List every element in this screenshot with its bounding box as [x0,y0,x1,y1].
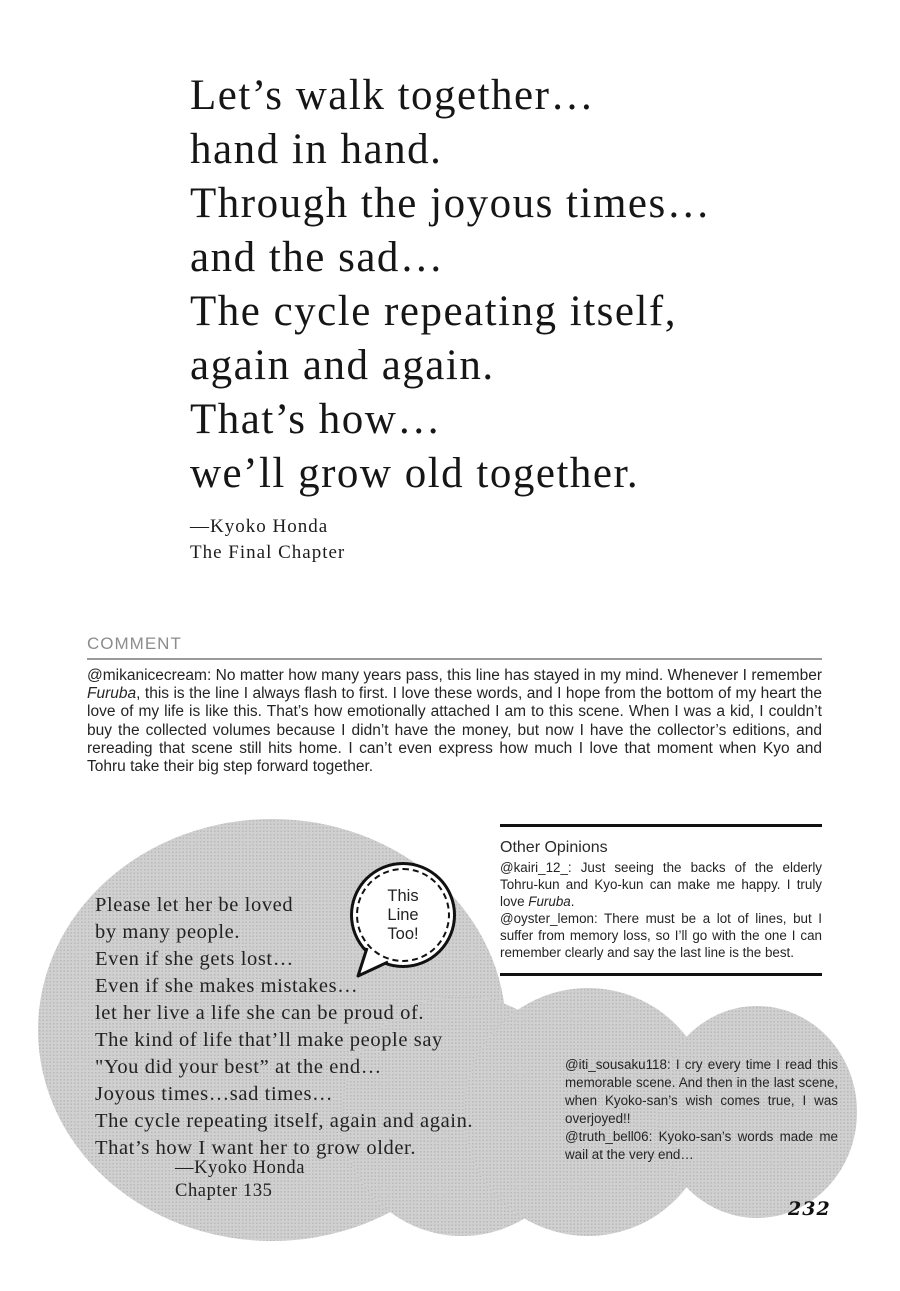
comment-body: @mikanicecream: No matter how many years pass, this line has stayed in my mind. Whenever I remember Furuba, this is the line I always flash to first. I love these words, and I hope from the bottom of my heart the love of my life is like this. That’s how emotionally attached I am to this scene. When I was a kid, I couldn’t buy the collected volumes because I didn’t have the money, but now I have the collector’s editions, and rereading that scene still hits home. I can’t even express how much I love that moment when Kyo and Tohru take their big step forward together. [87,667,822,776]
other-opinions-title: Other Opinions [500,839,608,856]
page-number: 232 [788,1198,831,1220]
comment-header-rule [87,658,822,660]
bottom-comment: @iti_sousaku118: I cry every time I read this memorable scene. And then in the last scene, when Kyoko-san’s wish comes true, I was overjoyed!! [565,1057,838,1126]
cloud-quote-author: —Kyoko Honda [175,1158,306,1178]
cloud-quote: Please let her be loved by many people. Even if she gets lost… Even if she makes mistakes… let her live a life she can be proud of. The kind of life that’ll make people say "You did your best” at the end… Joyous times…sad times… The cycle repeating itself, again and again. That’s how I want her to grow older. [95,894,474,1159]
bottom-comment: @truth_bell06: Kyoko-san’s words made me wail at the very end… [565,1129,838,1162]
main-quote-author: —Kyoko Honda [190,516,329,537]
opinion-comment: @oyster_lemon: There must be a lot of lines, but I suffer from memory loss, so I’ll go with the one I can remember clearly and say the last line is the best. [500,911,822,960]
other-opinions-panel [500,824,822,976]
other-opinions-top-rule [500,824,822,827]
bottom-comments-block [565,1056,838,1164]
main-quote-source: The Final Chapter [190,542,346,563]
comment-section-header: COMMENT [87,634,182,653]
bubble-tail-icon [348,918,408,983]
cloud-quote-attribution [175,1157,305,1203]
other-opinions-bottom-rule [500,973,822,976]
cloud-quote-source: Chapter 135 [175,1181,273,1201]
bubble-text: This Line Too! [387,886,419,943]
main-quote: Let’s walk together… hand in hand. Through the joyous times… and the sad… The cycle repeating itself, again and again. That’s how… we’ll grow old together. [190,72,712,497]
main-quote-attribution [190,514,345,566]
opinion-comment: @kairi_12_: Just seeing the backs of the elderly Tohru-kun and Kyo-kun can make me happy. I truly love Furuba. [500,860,822,909]
